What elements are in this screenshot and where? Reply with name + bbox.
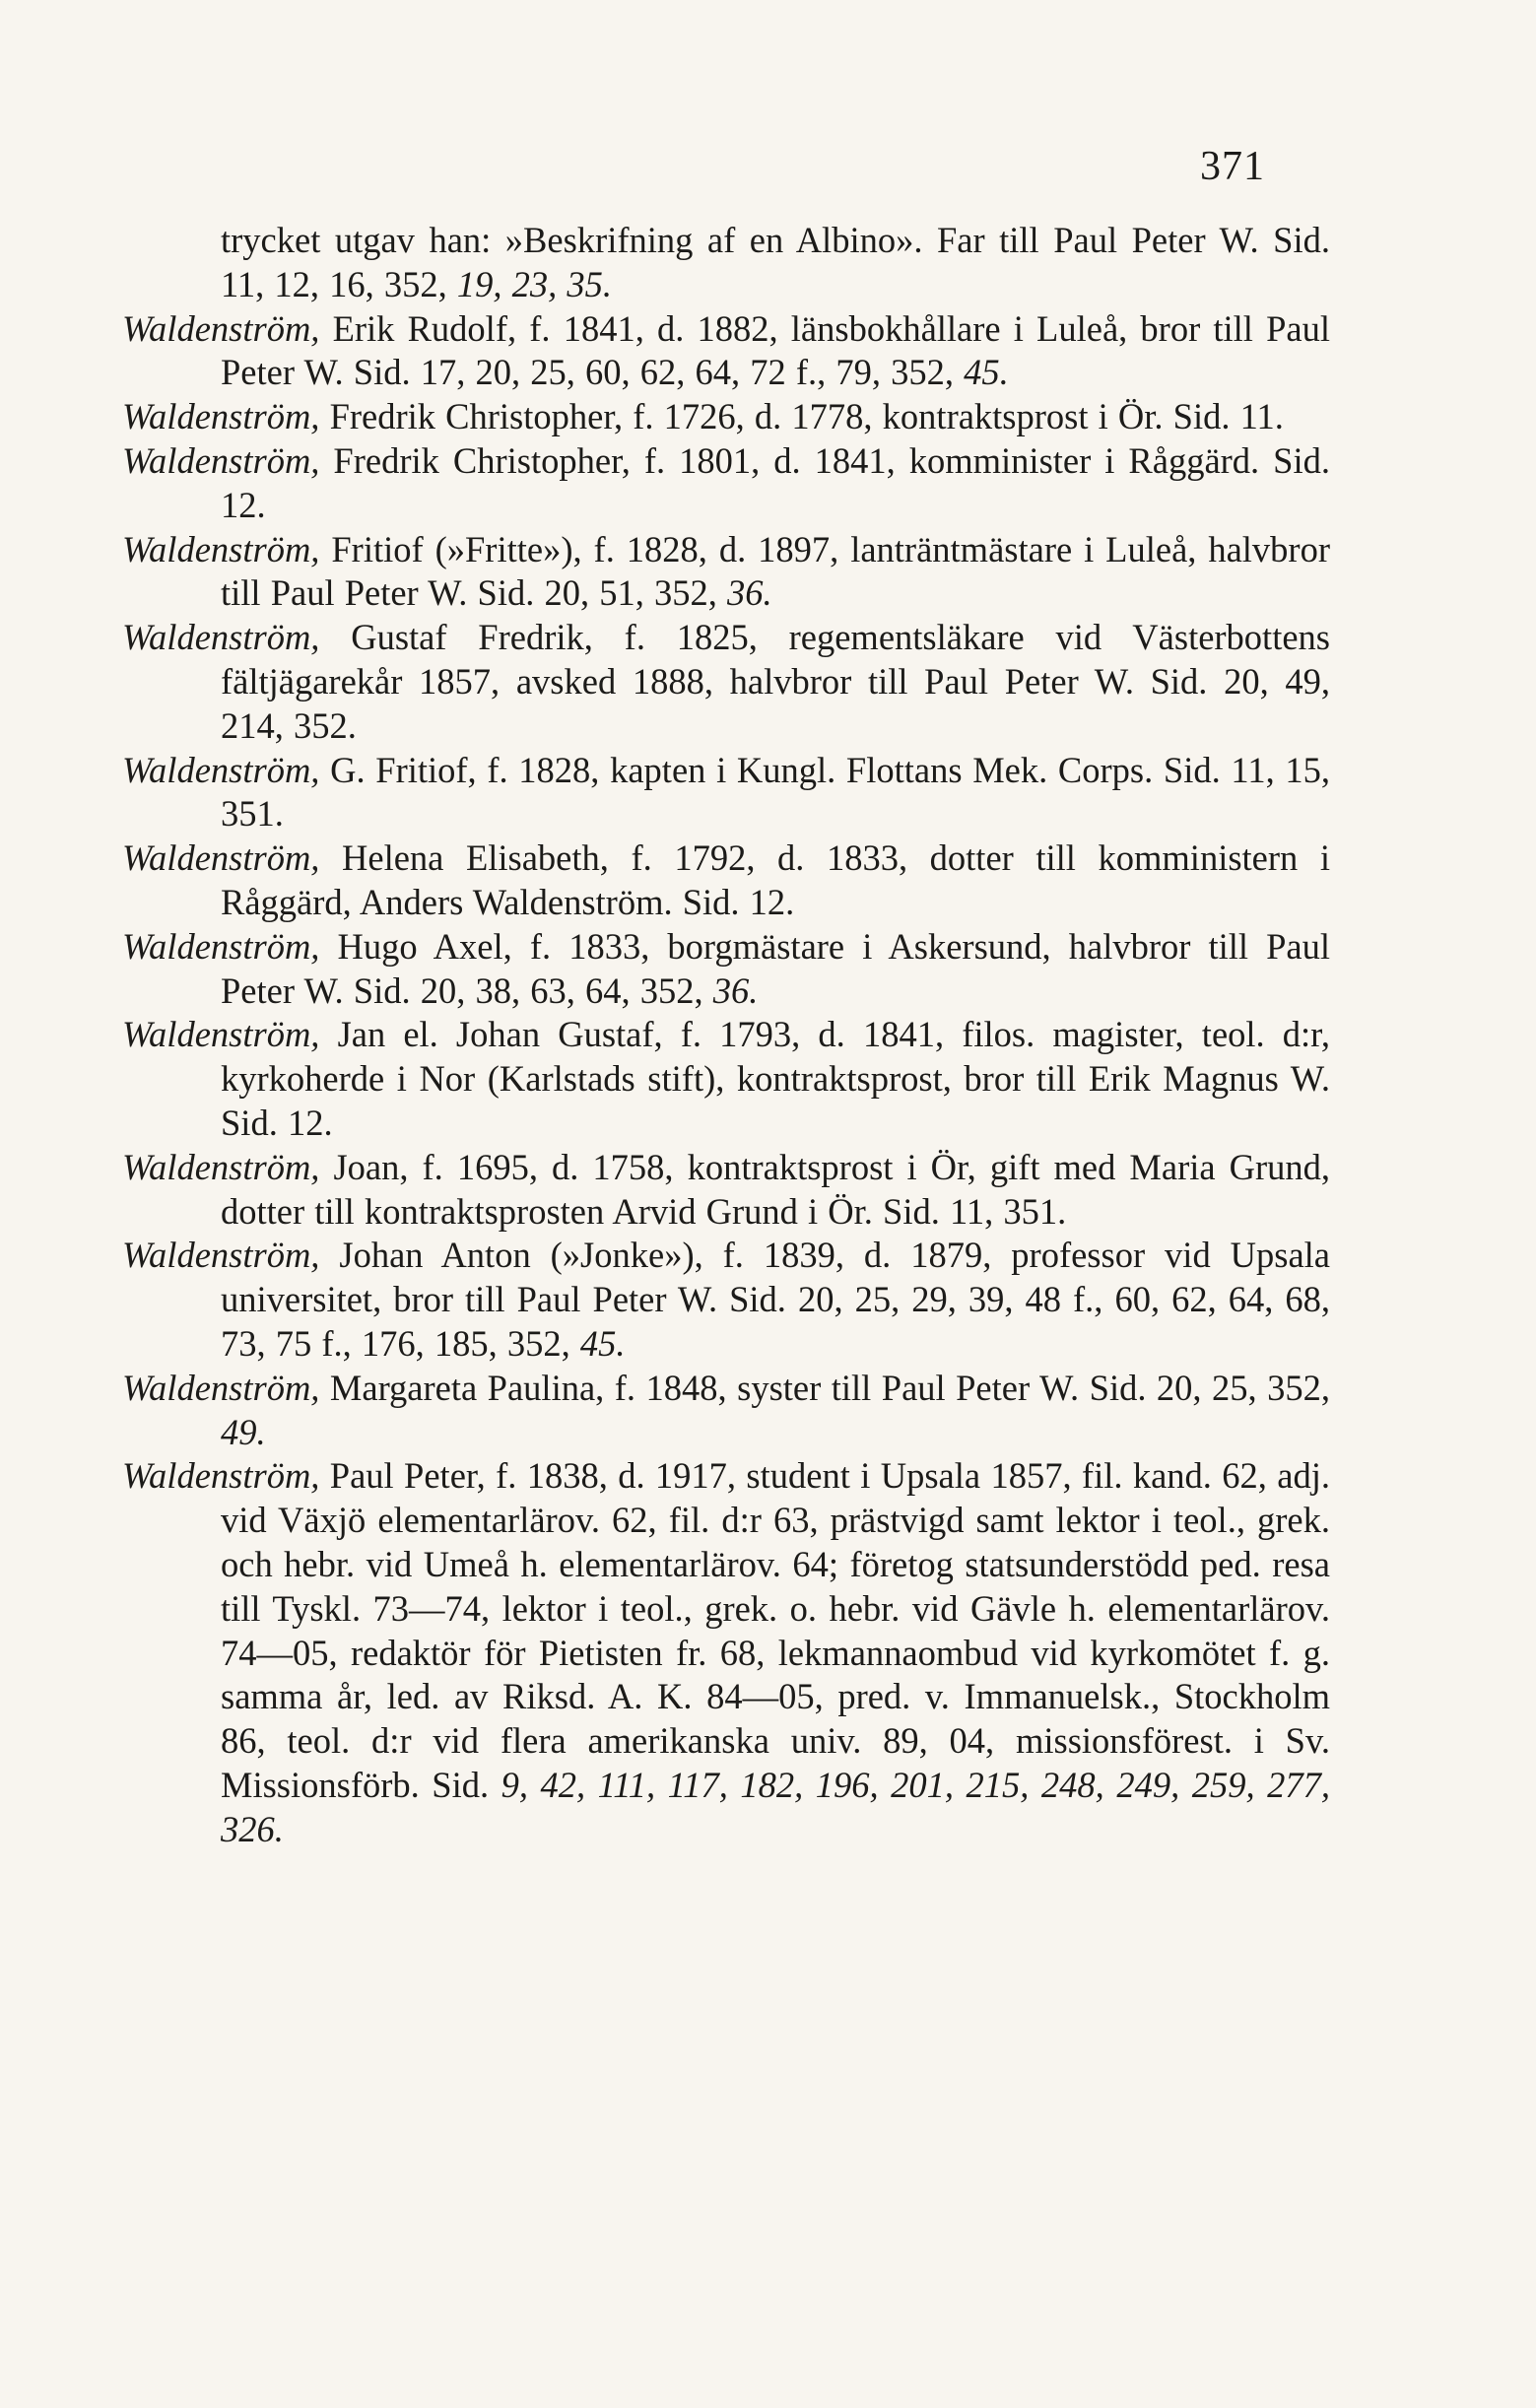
- entry-text: Erik Rudolf, f. 1841, d. 1882, länsbokhållare i Luleå, bror till Paul Peter W. Sid. 17, 20, 25, 60, 62, 64, 72 f., 79, 352,: [221, 307, 1330, 393]
- entry-name: Waldenström,: [122, 925, 320, 967]
- entry-name: Waldenström,: [122, 1235, 320, 1276]
- entry-italic-refs: 49.: [221, 1411, 266, 1452]
- index-entry-margareta-paulina: [122, 1367, 1330, 1455]
- entry-italic-refs: 19, 23, 35.: [456, 263, 613, 304]
- entry-name: Waldenström,: [122, 307, 320, 349]
- entry-italic-refs: 36.: [726, 572, 772, 614]
- index-entry-johan-anton: [122, 1234, 1330, 1366]
- entry-name: Waldenström,: [122, 1367, 320, 1408]
- page-number: 371: [1200, 144, 1265, 189]
- entry-name: Waldenström,: [122, 617, 320, 658]
- entry-italic-refs: 45.: [964, 352, 1009, 393]
- entry-text: Johan Anton (»Jonke»), f. 1839, d. 1879, professor vid Upsala universitet, bror till Paul Peter W. Sid. 20, 25, 29, 39, 48 f., 60, 62, 64, 68, 73, 75 f., 176, 185, 352,: [221, 1235, 1330, 1364]
- index-entry-g-fritiof: [122, 749, 1330, 837]
- entry-text: Jan el. Johan Gustaf, f. 1793, d. 1841, filos. magister, teol. d:r, kyrkoherde i Nor (Karlstads stift), kontraktsprost, bror till Erik Magnus W. Sid. 12.: [221, 1014, 1330, 1143]
- index-entry-helena-elisabeth: [122, 836, 1330, 925]
- entry-italic-refs: 9, 42, 111, 117, 182, 196, 201, 215, 248, 249, 259, 277, 326.: [221, 1764, 1330, 1849]
- index-entry-joan: [122, 1146, 1330, 1235]
- index-entry-continuation: [122, 219, 1330, 307]
- entry-name: Waldenström,: [122, 396, 320, 437]
- entry-text: Fredrik Christopher, f. 1801, d. 1841, komminister i Råggärd. Sid. 12.: [221, 439, 1330, 525]
- entry-text: Fredrik Christopher, f. 1726, d. 1778, kontraktsprost i Ör. Sid. 11.: [319, 396, 1284, 437]
- index-entry-gustaf-fredrik: [122, 616, 1330, 748]
- entry-text: trycket utgav han: »Beskrifning af en Albino». Far till Paul Peter W. Sid. 11, 12, 16, 352,: [221, 220, 1330, 304]
- index-entry-fredrik-christopher-1801: [122, 439, 1330, 528]
- entry-name: Waldenström,: [122, 837, 320, 879]
- index-entries: [122, 219, 1330, 1851]
- entry-text: Fritiof (»Fritte»), f. 1828, d. 1897, lanträntmästare i Luleå, halvbror till Paul Peter W. Sid. 20, 51, 352,: [221, 528, 1330, 614]
- entry-italic-refs: 45.: [579, 1322, 626, 1364]
- index-entry-jan-johan-gustaf: [122, 1013, 1330, 1145]
- entry-name: Waldenström,: [122, 439, 320, 481]
- entry-text: Paul Peter, f. 1838, d. 1917, student i Upsala 1857, fil. kand. 62, adj. vid Växjö elementarlärov. 62, fil. d:r 63, prästvigd samt lektor i teol., grek. och hebr. vid Umeå h. elementarlärov. 64; företog statsunderstödd ped. resa till Tyskl. 73—74, lektor i teol., grek. o. hebr. vid Gävle h. elementarlärov. 74—05, redaktör för Pietisten fr. 68, lekmannaombud vid kyrkomötet f. g. samma år, led. av Riksd. A. K. 84—05, pred. v. Immanuelsk., Stockholm 86, teol. d:r vid flera amerikanska univ. 89, 04, missionsförest. i Sv. Missionsförb. Sid.: [221, 1455, 1330, 1805]
- index-entry-paul-peter: [122, 1454, 1330, 1851]
- entry-name: Waldenström,: [122, 749, 320, 790]
- entry-text: G. Fritiof, f. 1828, kapten i Kungl. Flottans Mek. Corps. Sid. 11, 15, 351.: [221, 749, 1330, 835]
- entry-text: Helena Elisabeth, f. 1792, d. 1833, dotter till komministern i Råggärd, Anders Waldenström. Sid. 12.: [221, 837, 1330, 922]
- index-entry-erik-rudolf: [122, 307, 1330, 396]
- entry-text: Joan, f. 1695, d. 1758, kontraktsprost i Ör, gift med Maria Grund, dotter till kontraktsprosten Arvid Grund i Ör. Sid. 11, 351.: [221, 1146, 1330, 1232]
- entry-name: Waldenström,: [122, 528, 320, 569]
- entry-text: Margareta Paulina, f. 1848, syster till Paul Peter W. Sid. 20, 25, 352,: [319, 1367, 1330, 1408]
- entry-name: Waldenström,: [122, 1146, 320, 1187]
- entry-text: Hugo Axel, f. 1833, borgmästare i Askersund, halvbror till Paul Peter W. Sid. 20, 38, 63, 64, 352,: [221, 925, 1330, 1011]
- entry-name: Waldenström,: [122, 1014, 320, 1055]
- entry-name: Waldenström,: [122, 1455, 320, 1497]
- index-entry-fredrik-christopher-1726: [122, 395, 1330, 439]
- entry-italic-refs: 36.: [712, 970, 759, 1011]
- entry-text: Gustaf Fredrik, f. 1825, regementsläkare vid Västerbottens fältjägarekår 1857, avsked 1888, halvbror till Paul Peter W. Sid. 20, 49, 214, 352.: [221, 617, 1330, 746]
- index-entry-fritiof: [122, 528, 1330, 617]
- index-entry-hugo-axel: [122, 925, 1330, 1014]
